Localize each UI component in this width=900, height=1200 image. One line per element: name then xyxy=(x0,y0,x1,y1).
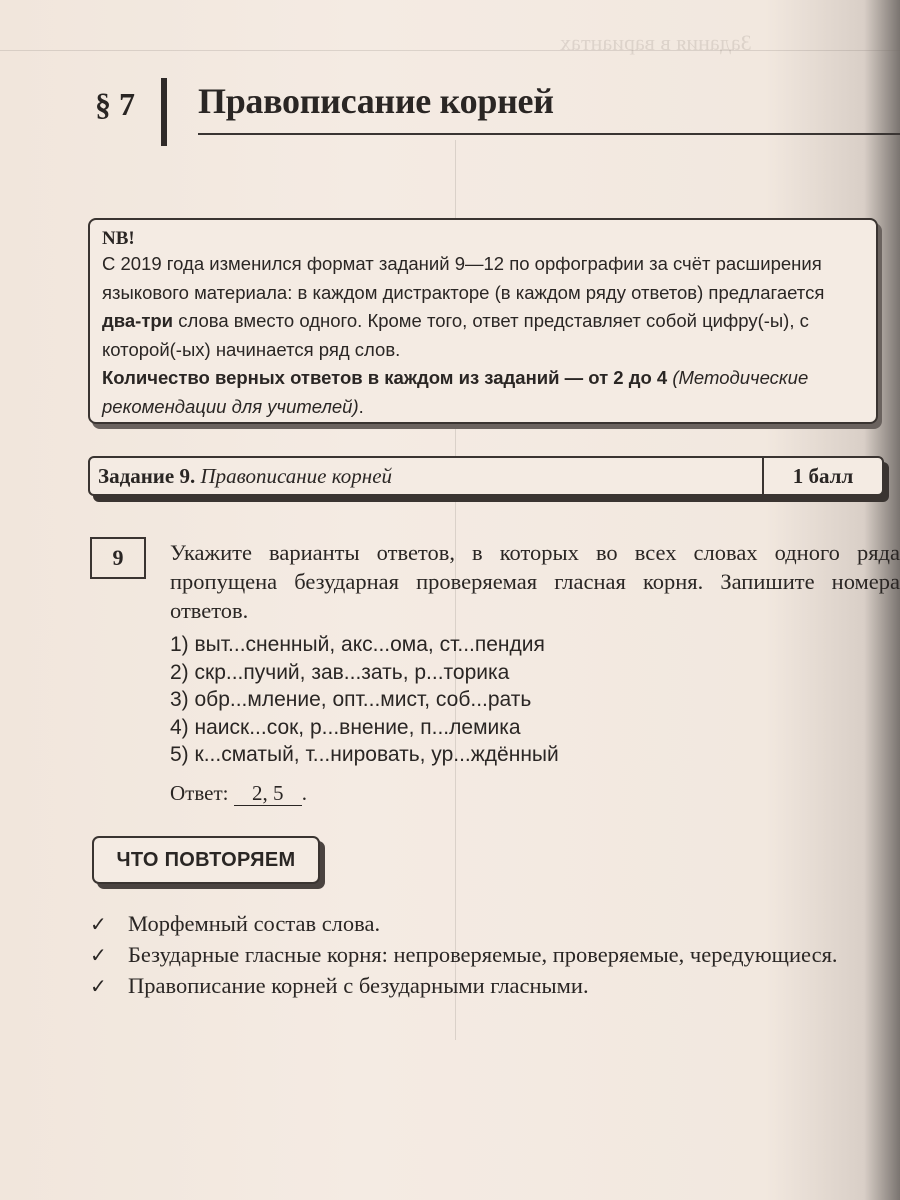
task-header-topic: Правописание корней xyxy=(195,463,393,488)
nb-citation: (Методические рекомендации для учителей) xyxy=(102,367,809,417)
answer-option: 4) наиск...сок, р...внение, п...лемика xyxy=(170,715,521,739)
nb-text: . xyxy=(358,395,364,417)
section-number: § 7 xyxy=(95,86,135,122)
review-item xyxy=(88,972,900,1000)
task-header-label: Задание 9. xyxy=(98,463,196,488)
answer-options-list xyxy=(170,631,900,769)
answer-line xyxy=(170,779,900,808)
bleed-through-rule xyxy=(0,50,900,51)
review-item xyxy=(88,941,900,969)
answer-label: Ответ: xyxy=(170,780,229,805)
nb-notice-box xyxy=(88,218,878,424)
section-title: Правописание корней xyxy=(198,81,554,121)
task-points: 1 балл xyxy=(762,458,882,494)
checkmark-icon: ✓ xyxy=(90,912,107,936)
checkmark-icon: ✓ xyxy=(90,943,107,967)
answer-option: 5) к...сматый, т...нировать, ур...ждённый xyxy=(170,743,559,766)
nb-paragraph-1 xyxy=(102,250,864,364)
review-item xyxy=(88,910,900,938)
section-title-underline xyxy=(198,133,900,135)
review-item-text: Безударные гласные корня: непроверяемые, проверяемые, чередующиеся. xyxy=(128,942,838,967)
task-prompt: Укажите варианты ответов, в которых во всех словах одного ряда пропущена безударная проверяемая гласная корня. Запишите номера ответов. xyxy=(170,540,900,623)
answer-option: 2) скр...пучий, зав...зать, р...торика xyxy=(170,660,510,684)
nb-text: С 2019 года изменился формат заданий 9—12 по орфографии за счёт расширения языкового материала: в каждом дистракторе (в каждом ряду ответов) предлагается xyxy=(102,253,825,303)
review-heading-box: ЧТО ПОВТОРЯЕМ xyxy=(92,836,320,884)
nb-label: NB! xyxy=(102,228,135,249)
section-divider-bar xyxy=(161,78,167,146)
task-body xyxy=(170,538,900,808)
nb-text: слова вместо одного. Кроме того, ответ представляет собой цифру(-ы), с которой(-ых) начинается ряд слов. xyxy=(102,310,809,360)
bleed-through-text: Задания в вариантах xyxy=(560,30,752,55)
task-number-box: 9 xyxy=(90,537,146,579)
nb-emphasis: Количество верных ответов в каждом из заданий — от 2 до 4 xyxy=(102,367,668,388)
review-item-text: Правописание корней с безударными гласными. xyxy=(128,973,589,998)
answer-value: 2, 5 xyxy=(234,781,302,806)
answer-end: . xyxy=(301,780,307,805)
nb-paragraph-2 xyxy=(102,364,864,421)
answer-option: 1) выт...сненный, акс...ома, ст...пендия xyxy=(170,633,545,656)
answer-option: 3) обр...мление, опт...мист, соб...рать xyxy=(170,688,532,711)
task-header-title xyxy=(90,464,762,489)
checkmark-icon: ✓ xyxy=(90,974,107,998)
nb-emphasis: два-три xyxy=(102,310,174,331)
review-item-text: Морфемный состав слова. xyxy=(128,911,381,936)
task-header-bar xyxy=(88,456,884,496)
review-list xyxy=(88,910,900,1003)
